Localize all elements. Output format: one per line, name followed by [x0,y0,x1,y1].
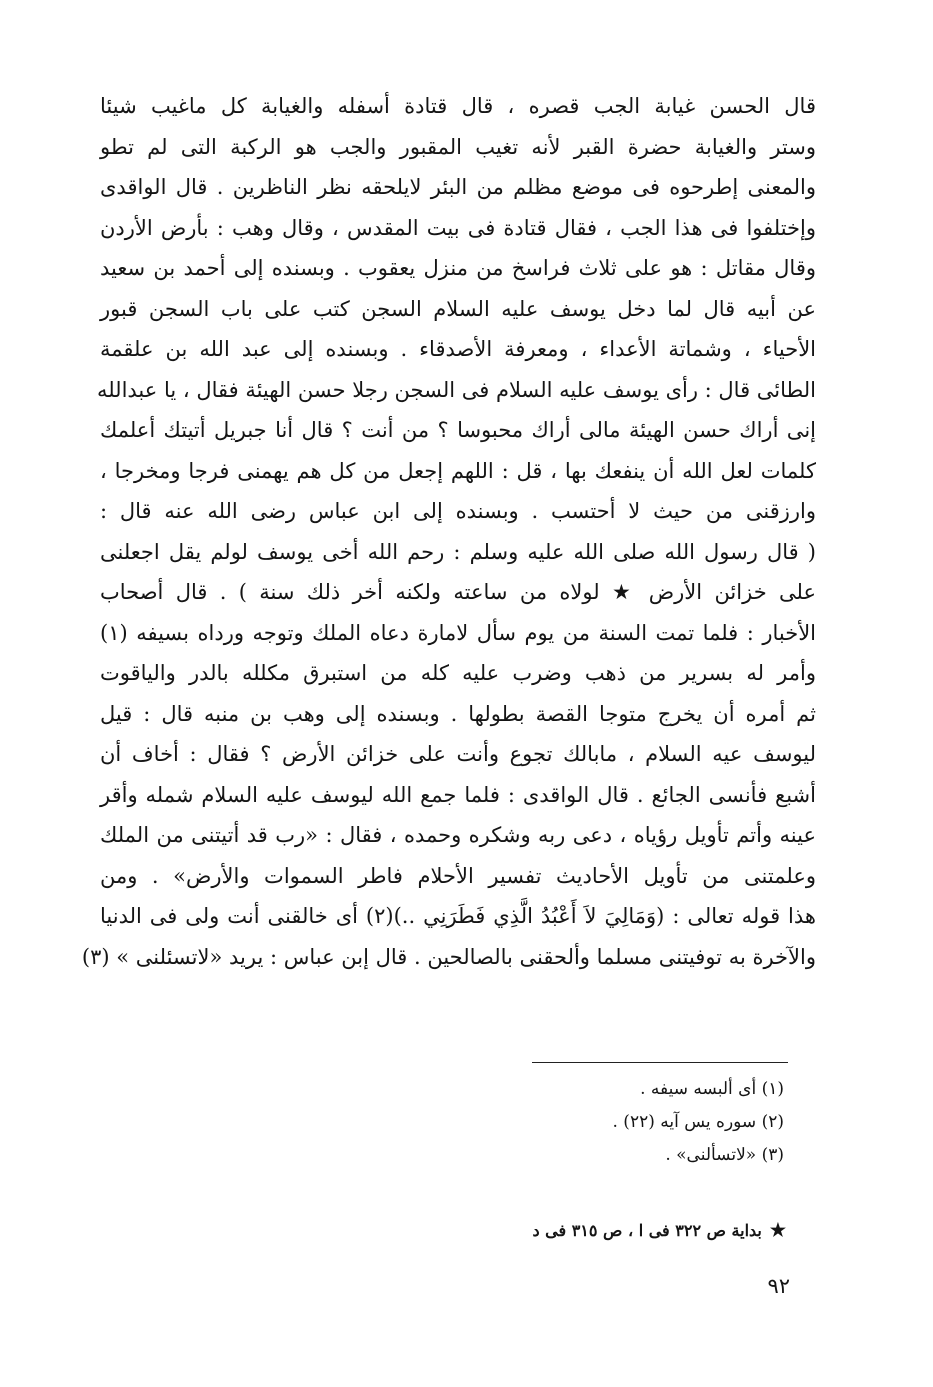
footnotes [400,1073,784,1172]
text-line: ثم أمره أن يخرج متوجا القصة بطولها . وبسنده إلى وهب بن منبه قال : قيل [100,701,816,726]
star-icon: ★ [769,1220,786,1241]
page-number: ٩٢ [767,1274,790,1298]
text-line: وارزقنى من حيث لا أحتسب . وبسنده إلى ابن عباس رضى الله عنه قال : [100,499,816,523]
text-line: وإختلفوا فى هذا الجب ، فقال قتادة فى بيت المقدس ، وقال وهب : بأرض الأردن [100,215,816,240]
text-line: الأحياء ، وشماتة الأعداء ، ومعرفة الأصدقاء . وبسنده إلى عبد الله بن علقمة [100,337,816,361]
text-line: الطائى قال : رأى يوسف عليه السلام فى السجن رجلا حسن الهيئة فقال ، يا عبدالله [96,377,816,402]
text-line: إنى أراك حسن الهيئة مالى أراك محبوسا ؟ من أنت ؟ قال أنا جبريل أتيتك أعلمك [100,418,816,442]
text-line: الأخبار : فلما تمت السنة من يوم سأل لامارة دعاه الملك وتوجه ورداه بسيفه (١) [100,620,816,645]
text-line: وعلمتنى من تأويل الأحاديث تفسير الأحلام فاطر السموات والأرض» . ومن [100,863,816,888]
text-line: أشبع فأنسى الجائع . قال الواقدى : فلما جمع الله ليوسف عليه السلام شمله وأقر [100,782,816,807]
text-line: عينه وأتم تأويل رؤياه ، دعى ربه وشكره وحمده ، فقال : «رب قد أتيتنى من الملك [100,823,816,847]
text-line: وأمر له بسرير من ذهب وضرب عليه كله من استبرق مكلله بالدر والياقوت [100,661,816,685]
text-line: وستر والغيابة حضرة القبر لأنه تغيب المقبور والجب هو الركبة التى لم تطو [100,134,816,159]
text-line: والمعنى إطرحوه فى موضع مظلم من البئر لايلحقه نظر الناظرين . قال الواقدى [100,175,816,199]
main-text [81,86,816,977]
text-line: على خزائن الأرض ★ لولاه من ساعته ولكنه أخر ذلك سنة ) . قال أصحاب [100,580,816,604]
source-note-text: بداية ص ٣٢٢ فى ا ، ص ٣١٥ فى د [532,1221,762,1240]
text-line: عن أبيه قال لما دخل يوسف عليه السلام السجن كتب على باب السجن قبور [100,296,816,321]
footnote: (٣) «لاتسألنى» . [665,1145,784,1165]
text-line: هذا قوله تعالى : (وَمَالِيَ لاَ أَعْبُدُ الَّذِي فَطَرَنِي ..)(٢) أى خالقنى أنت ولى فى الدنيا [100,904,816,928]
text-line: ليوسف عيه السلام ، مابالك تجوع وأنت على خزائن الأرض ؟ فقال : أخاف أن [100,742,816,766]
footnote: (٢) سوره يس آيه (٢٢) . [612,1112,784,1132]
text-line: كلمات لعل الله أن ينفعك بها ، قل : اللهم إجعل من كل هم يهمنى فرجا ومخرجا ، [100,458,816,483]
text-line: ( قال رسول الله صلى الله عليه وسلم : رحم الله أخى يوسف لولم يقل اجعلنى [100,539,816,564]
text-line: وقال مقاتل : هو على ثلاث فراسخ من منزل يعقوب . وبسنده إلى أحمد بن سعيد [100,256,816,280]
source-note [360,1218,786,1244]
footnote: (١) أى ألبسه سيفه . [640,1079,784,1099]
text-line: قال الحسن غيابة الجب قصره ، قال قتادة أسفله والغيابة كل ماغيب شيئا [100,94,816,118]
text-line: والآخرة به توفيتنى مسلما وألحقنى بالصالحين . قال إبن عباس : يريد «لاتسئلنى » (٣) [81,944,816,969]
footnote-divider [532,1062,788,1063]
